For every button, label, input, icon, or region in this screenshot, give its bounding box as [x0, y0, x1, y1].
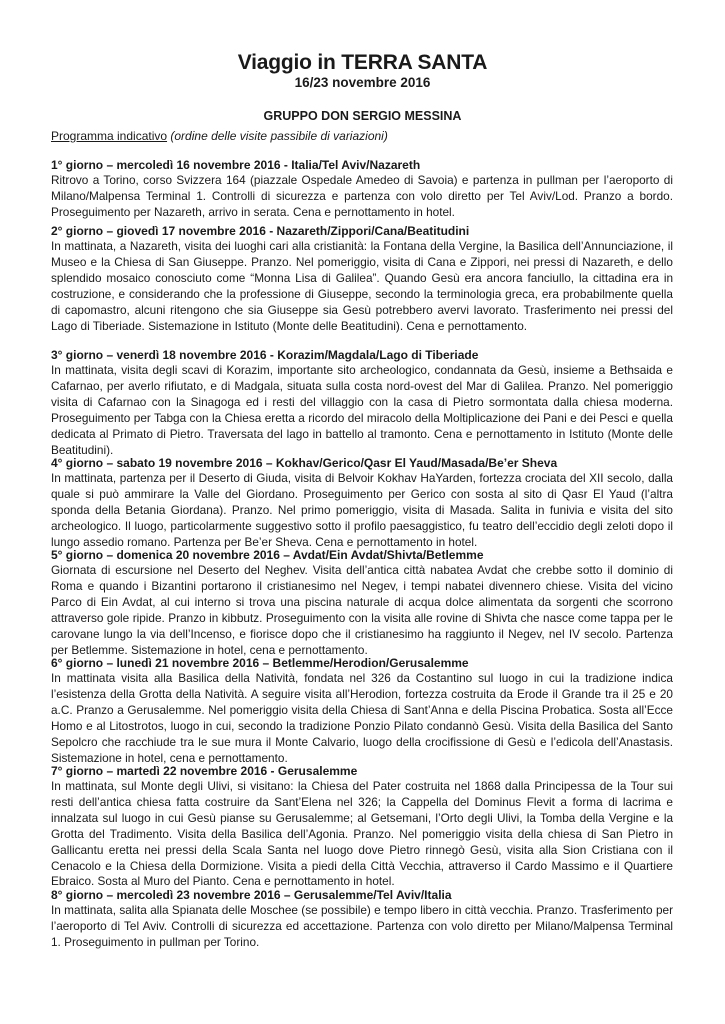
document-title: Viaggio in TERRA SANTA	[237, 51, 488, 74]
day-1	[51, 157, 673, 221]
day-3	[51, 347, 673, 458]
day-title: 5° giorno – domenica 20 novembre 2016 – Avdat/Ein Avdat/Shivta/Betlemme	[51, 548, 484, 562]
day-7	[51, 763, 673, 890]
day-description: In mattinata visita alla Basilica della Natività, fondata nel 326 da Costantino sul luogo in cui la tradizione indica l’esistenza della Grotta della Natività. A seguire visita all’Herodion, fortezza costruita da Erode il Grande tra il 25 e 20 a.C. Pranzo a Gerusalemme. Nel pomeriggio visita della Chiesa di Sant’Anna e della Piscina Probatica. Sosta all’Ecce Homo e al Litostrotos, luogo in cui, secondo la tradizione Ponzio Pilato condannò Gesù. Visita della Basilica del Santo Sepolcro che racchiude tra le sue mura il Monte Calvario, luogo della crocifissione di Gesù e l’edicola dell’Anastasis. Sistemazione in hotel, cena e pernottamento.	[51, 671, 673, 765]
day-6	[51, 655, 673, 766]
day-description: Ritrovo a Torino, corso Svizzera 164 (piazzale Ospedale Amedeo di Savoia) e partenza in pullman per l’aeroporto di Milano/Malpensa Terminal 1. Controlli di sicurezza e partenza con volo diretto per Tel Aviv/Lod. Pranzo a bordo. Proseguimento per Nazareth, arrivo in serata. Cena e pernottamento in hotel.	[51, 173, 673, 219]
day-title: 7° giorno – martedì 22 novembre 2016 - Gerusalemme	[51, 764, 358, 778]
day-title: 6° giorno – lunedì 21 novembre 2016 – Betlemme/Herodion/Gerusalemme	[51, 656, 469, 670]
day-description: In mattinata, salita alla Spianata delle Moschee (se possibile) e tempo libero in città vecchia. Pranzo. Trasferimento per l’aeroporto di Tel Aviv. Controlli di sicurezza ed accettazione. Partenza con volo diretto per Milano/Malpensa Terminal 1. Proseguimento in pullman per Torino.	[51, 903, 673, 949]
day-title: 3° giorno – venerdì 18 novembre 2016 - Korazim/Magdala/Lago di Tiberiade	[51, 348, 479, 362]
programma-note: (ordine delle visite passibile di variazioni)	[170, 129, 388, 143]
day-description: In mattinata, partenza per il Deserto di Giuda, visita di Belvoir Kokhav HaYarden, fortezza crociata del XII secolo, dalla quale si può ammirare la Valle del Giordano. Proseguimento per Gerico con sosta al sito di Qasr El Yaud (l’altra sponda della Betania Giordana). Pranzo. Nel primo pomeriggio, visita di Masada. Salita in funivia e visita del sito archeologico. Il luogo, particolarmente suggestivo sotto il profilo paesaggistico, fu teatro dell’eccidio degli zeloti dopo il lungo assedio romano. Partenza per Be’er Sheva. Cena e pernottamento in hotel.	[51, 471, 673, 549]
day-description: In mattinata, a Nazareth, visita dei luoghi cari alla cristianità: la Fontana della Vergine, la Basilica dell’Annunciazione, il Museo e la Chiesa di San Giuseppe. Pranzo. Nel pomeriggio, visita di Cana e Zippori, nei pressi di Nazareth, e dello splendido mosaico conosciuto come “Monna Lisa di Galilea”. Quando Gesù era ancora fanciullo, la cittadina era in costruzione, e considerando che la professione di Giuseppe, secondo la terminologia greca, era probabilmente quella di capomastro, alcuni ritengono che sia Giuseppe sia Gesù potrebbero avervi lavorato. Trasferimento nei pressi del Lago di Tiberiade. Sistemazione in Istituto (Monte delle Beatitudini). Cena e pernottamento.	[51, 239, 673, 333]
day-4	[51, 455, 673, 551]
day-5	[51, 547, 673, 658]
day-description: Giornata di escursione nel Deserto del Neghev. Visita dell’antica città nabatea Avdat che crebbe sotto il dominio di Roma e quando i Bizantini portarono il cristianesimo nel Negev, i tempi nabatei divennero chiese. Visita del vicino Parco di Ein Avdat, al cui interno si trova una piscina naturale di acqua dolce alimentata da sorgenti che scorrono attraverso gole ripide. Pranzo in kibbutz. Proseguimento con la visita alle rovine di Shivta che nasce come tappa per le carovane lungo la via dell’Incenso, e fiorisce dopo che il cristianesimo ha raggiunto il Negev, nel IV secolo. Partenza per Betlemme. Sistemazione in hotel, cena e pernottamento.	[51, 563, 673, 657]
day-title: 1° giorno – mercoledì 16 novembre 2016 - Italia/Tel Aviv/Nazareth	[51, 158, 421, 172]
day-description: In mattinata, visita degli scavi di Korazim, importante sito archeologico, condannata da Gesù, insieme a Bethsaida e Cafarnao, per averlo rifiutato, e di Madgala, situata sulla costa nord-ovest del Mar di Galilea. Pranzo. Nel pomeriggio visita di Cafarnao con la Sinagoga ed i resti del villaggio con la casa di Pietro sormontata dalla chiesa moderna. Proseguimento per Tabga con la Chiesa eretta a ricordo del miracolo della Moltiplicazione dei Pani e dei Pesci e quella dedicata al Primato di Pietro. Traversata del lago in battello al tramonto. Cena e pernottamento in Istituto (Monte delle Beatitudini).	[51, 363, 673, 457]
day-8	[51, 887, 673, 951]
trip-dates: 16/23 novembre 2016	[294, 75, 431, 90]
day-title: 8° giorno – mercoledì 23 novembre 2016 – Gerusalemme/Tel Aviv/Italia	[51, 888, 452, 902]
programma-label: Programma indicativo	[51, 129, 168, 143]
day-2	[51, 223, 673, 334]
day-description: In mattinata, sul Monte degli Ulivi, si visitano: la Chiesa del Pater costruita nel 1868 dalla Principessa de la Tour sui resti dell’antica chiesa fatta costruire da Sant’Elena nel 326; la Cappella del Dominus Flevit a forma di lacrima e innalzata sul luogo in cui Gesù pianse su Gerusalemme; al Getsemani, l’Orto degli Ulivi, la Tomba della Vergine e la Grotta del Tradimento. Visita della Basilica dell’Agonia. Pranzo. Nel pomeriggio visita della chiesa di San Pietro in Gallicantu eretta nei pressi della Scala Santa nel luogo dove Pietro rinnegò Gesù, visita alla Sion Cristiana con il Cenacolo e la Chiesa della Dormizione. Visita a piedi della Città Vecchia, attraverso il Cardo Massimo e il Quartiere Ebraico. Sosta al Muro del Pianto. Cena e pernottamento in hotel.	[51, 779, 673, 889]
programma-line	[51, 128, 691, 144]
day-title: 2° giorno – giovedì 17 novembre 2016 - Nazareth/Zippori/Cana/Beatitudini	[51, 224, 470, 238]
day-title: 4° giorno – sabato 19 novembre 2016 – Kokhav/Gerico/Qasr El Yaud/Masada/Be’er Sheva	[51, 456, 558, 470]
group-name: GRUPPO DON SERGIO MESSINA	[263, 109, 462, 123]
